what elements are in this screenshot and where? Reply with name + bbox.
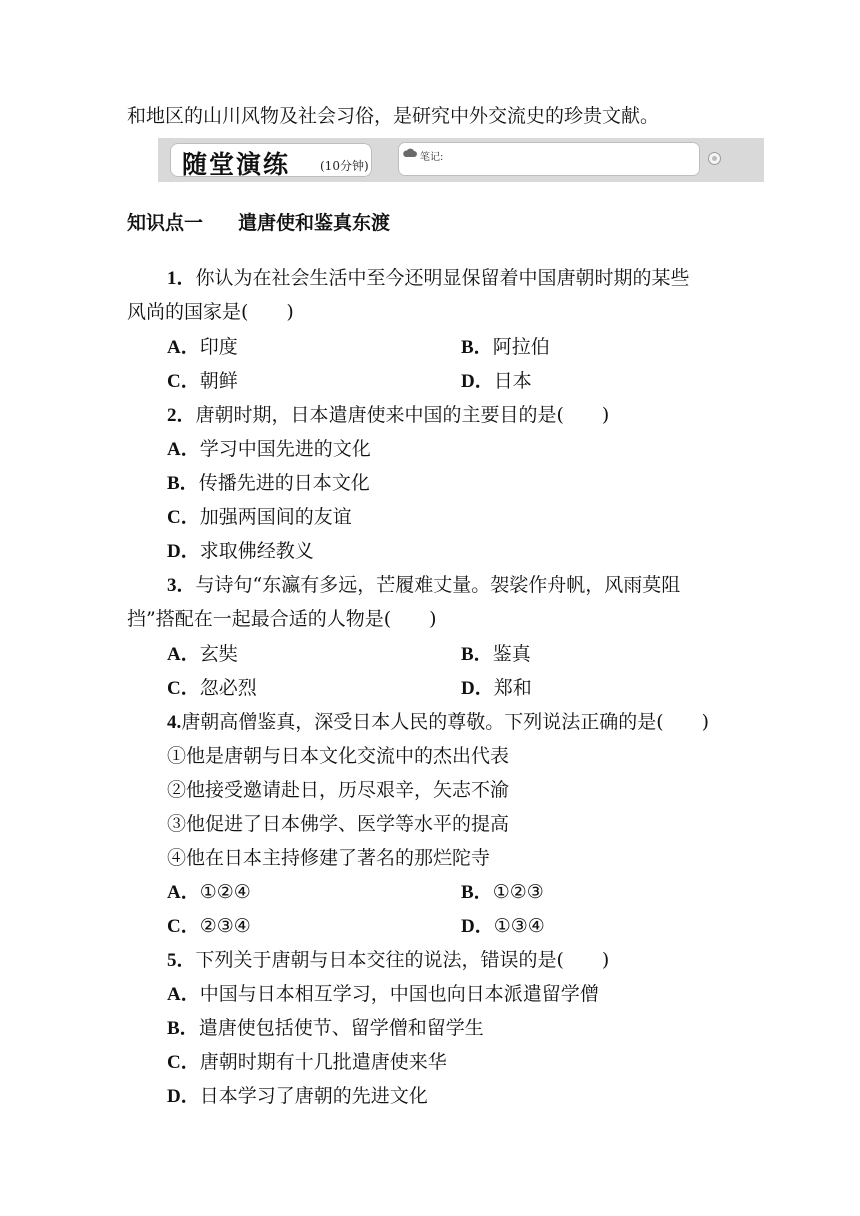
option-c[interactable]: C．唐朝时期有十几批遣唐使来华 [167,1051,447,1073]
question-number: 2． [167,405,196,426]
statement-1: ①他是唐朝与日本文化交流中的杰出代表 [167,745,510,767]
cloud-icon [402,147,418,159]
option-d[interactable]: D．①③④ [461,915,545,937]
section-title: 遣唐使和鉴真东渡 [238,212,391,234]
note-label: 笔记: [420,152,444,163]
statement-2: ②他接受邀请赴日，历尽艰辛，矢志不渝 [167,779,510,801]
question-text: 挡”搭配在一起最合适的人物是( ) [127,608,437,630]
intro-line: 和地区的山川风物及社会习俗，是研究中外交流史的珍贵文献。 [127,105,660,127]
note-toggle-button[interactable] [708,152,721,165]
option-b[interactable]: B．遣唐使包括使节、留学僧和留学生 [167,1017,484,1039]
section-label: 知识点一 [127,212,204,234]
option-d[interactable]: D．郑和 [461,677,532,699]
question-number: 1． [167,268,196,289]
option-d[interactable]: D．日本 [461,370,532,392]
practice-banner [158,138,764,182]
option-d[interactable]: D．日本学习了唐朝的先进文化 [167,1085,428,1107]
option-b[interactable]: B．①②③ [461,881,544,903]
question-text: 唐朝时期，日本遣唐使来中国的主要目的是( ) [195,404,610,426]
option-c[interactable]: C．朝鲜 [167,370,238,392]
option-c[interactable]: C．加强两国间的友谊 [167,506,352,528]
question-number: 4. [167,712,182,733]
option-a[interactable]: A．学习中国先进的文化 [167,438,371,460]
banner-subtitle: (10分钟) [320,159,369,173]
note-field[interactable] [398,142,700,176]
question-text: 风尚的国家是( ) [127,301,294,323]
question-number: 3． [167,575,196,596]
option-b[interactable]: B．鉴真 [461,643,531,665]
statement-3: ③他促进了日本佛学、医学等水平的提高 [167,813,510,835]
statement-4: ④他在日本主持修建了著名的那烂陀寺 [167,847,491,869]
option-d[interactable]: D．求取佛经教义 [167,540,314,562]
question-text: 与诗句“东瀛有多远，芒履难丈量。袈裟作舟帆，风雨莫阻 [195,574,681,596]
question-text: 你认为在社会生活中至今还明显保留着中国唐朝时期的某些 [195,267,690,289]
option-c[interactable]: C．忽必烈 [167,677,257,699]
question-text: 下列关于唐朝与日本交往的说法，错误的是( ) [195,949,610,971]
option-c[interactable]: C．②③④ [167,915,251,937]
option-b[interactable]: B．传播先进的日本文化 [167,472,370,494]
question-number: 5． [167,950,196,971]
option-a[interactable]: A．印度 [167,336,238,358]
option-a[interactable]: A．玄奘 [167,643,238,665]
option-a[interactable]: A．中国与日本相互学习，中国也向日本派遣留学僧 [167,983,599,1005]
banner-title-box [170,143,372,177]
banner-title: 随堂演练 [182,150,291,179]
option-b[interactable]: B．阿拉伯 [461,336,550,358]
option-a[interactable]: A．①②④ [167,881,251,903]
question-text: 唐朝高僧鉴真，深受日本人民的尊敬。下列说法正确的是( ) [181,711,710,733]
